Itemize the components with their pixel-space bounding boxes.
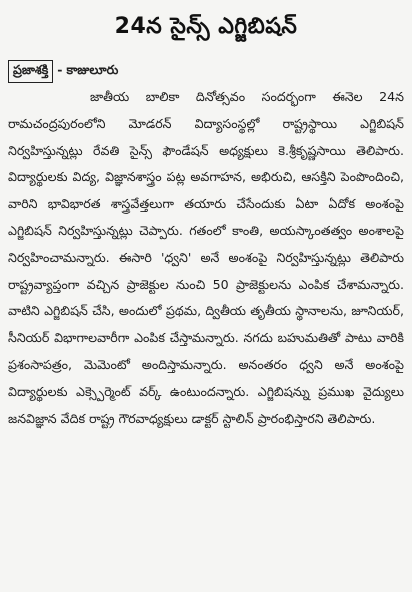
article-paragraph: జాతీయ బాలికా దినోత్సవం సందర్భంగా ఈనెల 24న రామచంద్రపురంలోని మోడరన్ విద్యాసంస్థల్లో రాష్ట్రస్థాయి ఎగ్జిబిషన్ నిర్వహిస్తున్నట్లు రేవతి సైన్స్ ఫౌండేషన్ అధ్యక్షులు కె.శ్రీకృష్ణసాయి తెలిపారు. విద్యార్థులకు విద్య, విజ్ఞానశాస్త్రం పట్ల అవగాహన, అభిరుచి, ఆసక్తిని పెంపొందించి, వారిని భావిభారత శాస్త్రవేత్తలుగా తయారు చేసేందుకు ఏటా ఏదోక అంశంపై ఎగ్జిబిషన్ నిర్వహిస్తున్నట్లు చెప్పారు. గతంలో కాంతి, అయస్కాంతత్వం అంశాలపై నిర్వహించామన్నారు. ఈసారి 'ధ్వని' అనే అంశంపై నిర్వహిస్తున్నట్లు తెలిపారు రాష్ట్రవ్యాప్తంగా వచ్చిన ప్రాజెక్టుల నుంచి 50 ప్రాజెక్టులను ఎంపిక చేశామన్నారు. వాటిని ఎగ్జిబిషన్ చేసి, అందులో ప్రథమ, ద్వితీయ తృతీయ స్థానాలను, జూనియర్, సీనియర్ విభాగాలవారీగా ఎంపిక చేస్తామన్నారు. నగదు బహుమతితో పాటు వారికి ప్రశంసాపత్రం, మెమెంటో అందిస్తామన్నారు. అనంతరం ధ్వని అనే అంశంపై విద్యార్థులకు ఎక్స్పెర్మెంట్ వర్క్ ఉంటుందన్నారు. ఎగ్జిబిషన్ను ప్రముఖ వైద్యులు జనవిజ్ఞాన వేదిక రాష్ట్ర గౌరవాధ్యక్షులు డాక్టర్ స్టాలిన్ ప్రారంభిస్తారని తెలిపారు.: [8, 89, 404, 426]
article-body: [8, 84, 404, 432]
source-name: ప్రజాశక్తి: [8, 60, 53, 83]
dateline-separator: -: [57, 62, 63, 77]
article-headline: 24న సైన్స్ ఎగ్జిబిషన్: [114, 14, 298, 39]
location-name: కాజులూరు: [66, 62, 119, 77]
dateline: [8, 60, 118, 84]
